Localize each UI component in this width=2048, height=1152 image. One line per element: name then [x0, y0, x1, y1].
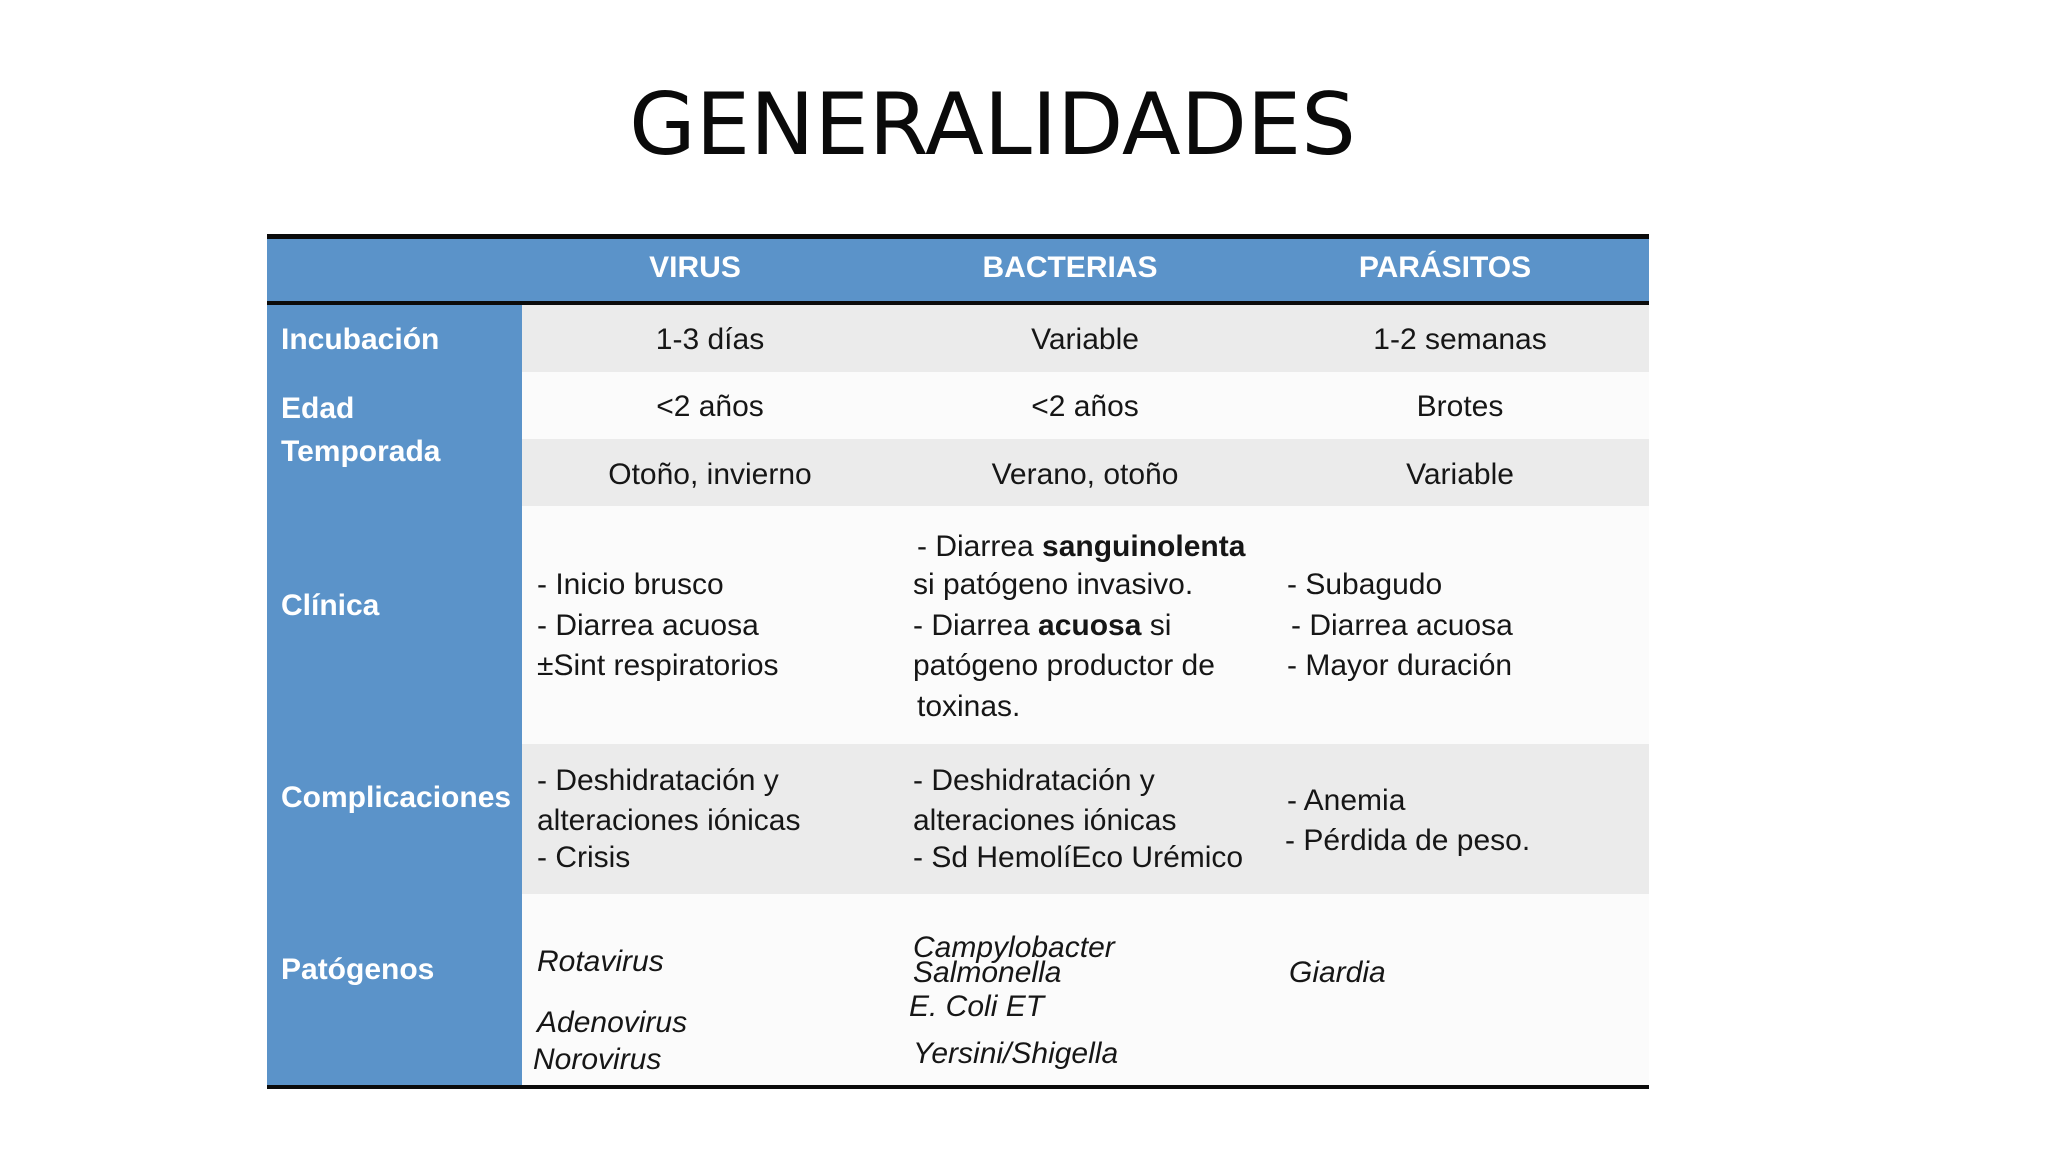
- cell-complicaciones-virus-line-1: - Deshidratación y: [537, 764, 779, 797]
- top-rule: [267, 234, 1649, 239]
- text-span: si: [1141, 609, 1172, 642]
- column-header-bacterias: BACTERIAS: [982, 251, 1158, 284]
- bold-text: acuosa: [1038, 609, 1142, 642]
- cell-incubacion-bacterias: Variable: [1031, 323, 1139, 356]
- cell-complicaciones-parasitos-line-2: - Pérdida de peso.: [1285, 824, 1531, 857]
- row-label-temporada: Temporada: [281, 435, 441, 468]
- cell-patogenos-virus-line-3: Norovirus: [533, 1043, 662, 1076]
- cell-temporada-virus: Otoño, invierno: [608, 458, 812, 491]
- text-span: - Diarrea: [917, 530, 1043, 563]
- bottom-rule: [267, 1085, 1649, 1089]
- cell-patogenos-virus-line-2: Adenovirus: [537, 1006, 688, 1039]
- column-header-virus: VIRUS: [649, 251, 741, 284]
- cell-complicaciones-virus-line-2: alteraciones iónicas: [537, 804, 801, 837]
- cell-clinica-bacterias-line-3: [913, 606, 1171, 646]
- cell-clinica-bacterias-line-1: [917, 527, 1245, 567]
- cell-complicaciones-parasitos-line-1: - Anemia: [1287, 784, 1406, 817]
- cell-complicaciones-bacterias-line-3: - Sd HemolíEco Urémico: [913, 841, 1244, 874]
- cell-clinica-parasitos-line-1: - Subagudo: [1287, 568, 1443, 601]
- row-label-clinica: Clínica: [281, 589, 380, 622]
- cell-patogenos-virus-line-1: Rotavirus: [537, 945, 664, 978]
- cell-patogenos-bacterias-line-2: Salmonella: [913, 956, 1062, 989]
- text-span: - Diarrea: [913, 609, 1039, 642]
- row-label-patogenos: Patógenos: [281, 953, 435, 986]
- cell-clinica-virus-line-2: - Diarrea acuosa: [537, 609, 759, 642]
- cell-clinica-parasitos-line-3: - Mayor duración: [1287, 649, 1513, 682]
- slide-title: GENERALIDADES: [629, 75, 1356, 175]
- cell-edad-virus: <2 años: [656, 390, 764, 423]
- row-label-edad: Edad: [281, 392, 355, 425]
- row-label-incubacion: Incubación: [281, 323, 440, 356]
- cell-patogenos-bacterias-line-1: Campylobacter: [913, 931, 1115, 964]
- row-label-complicaciones: Complicaciones: [281, 781, 512, 814]
- cell-clinica-virus-line-3: ±Sint respiratorios: [537, 649, 779, 682]
- bold-text: sanguinolenta: [1042, 530, 1246, 563]
- column-header-parasitos: PARÁSITOS: [1358, 251, 1532, 284]
- cell-clinica-bacterias-line-4: patógeno productor de: [913, 649, 1215, 682]
- cell-patogenos-parasitos-line-1: Giardia: [1289, 956, 1386, 989]
- cell-clinica-bacterias-line-2: si patógeno invasivo.: [913, 568, 1194, 601]
- cell-patogenos-bacterias-line-4: Yersini/Shigella: [913, 1037, 1119, 1070]
- cell-clinica-virus-line-1: - Inicio brusco: [537, 568, 724, 601]
- cell-incubacion-virus: 1-3 días: [655, 323, 765, 356]
- cell-clinica-bacterias-line-5: toxinas.: [917, 690, 1021, 723]
- cell-complicaciones-virus-line-3: - Crisis: [537, 841, 631, 874]
- cell-complicaciones-bacterias-line-2: alteraciones iónicas: [913, 804, 1177, 837]
- cell-edad-bacterias: <2 años: [1031, 390, 1139, 423]
- cell-temporada-parasitos: Variable: [1406, 458, 1514, 491]
- cell-patogenos-bacterias-line-3: E. Coli ET: [909, 990, 1045, 1023]
- cell-incubacion-parasitos: 1-2 semanas: [1373, 323, 1547, 356]
- cell-edad-parasitos: Brotes: [1416, 390, 1504, 423]
- cell-temporada-bacterias: Verano, otoño: [991, 458, 1179, 491]
- cell-complicaciones-bacterias-line-1: - Deshidratación y: [913, 764, 1155, 797]
- cell-clinica-parasitos-line-2: - Diarrea acuosa: [1291, 609, 1513, 642]
